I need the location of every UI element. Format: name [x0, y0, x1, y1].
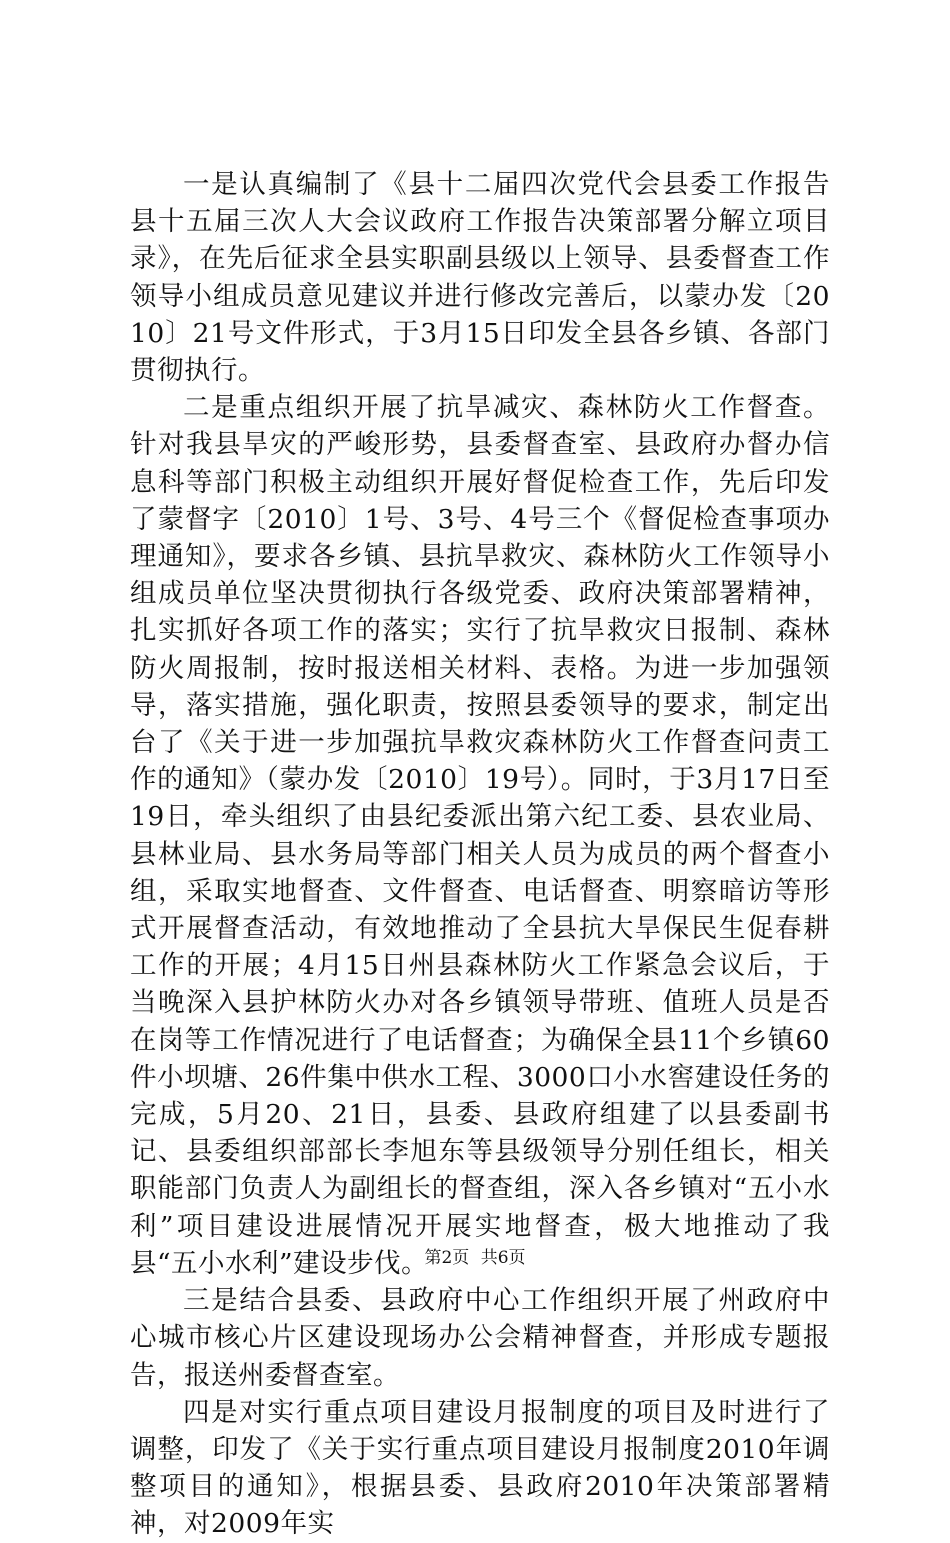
page-footer [0, 1248, 950, 1268]
paragraph-1: 一是认真编制了《县十二届四次党代会县委工作报告县十五届三次人大会议政府工作报告决策部署分解立项目录》，在先后征求全县实职副县级以上领导、县委督查工作领导小组成员意见建议并进行修改完善后，以蒙办发〔2010〕21号文件形式，于3月15日印发全县各乡镇、各部门贯彻执行。 [130, 169, 830, 387]
paragraph-4: 四是对实行重点项目建设月报制度的项目及时进行了调整，印发了《关于实行重点项目建设月报制度2010年调整项目的通知》，根据县委、县政府2010年决策部署精神，对2009年实 [130, 1396, 830, 1540]
page-total: 共6页 [480, 1248, 526, 1268]
page-number: 第2页 [424, 1248, 470, 1268]
paragraph-2: 二是重点组织开展了抗旱减灾、森林防火工作督查。针对我县旱灾的严峻形势，县委督查室、县政府办督办信息科等部门积极主动组织开展好督促检查工作，先后印发了蒙督字〔2010〕1号、3号、4号三个《督促检查事项办理通知》，要求各乡镇、县抗旱救灾、森林防火工作领导小组成员单位坚决贯彻执行各级党委、政府决策部署精神，扎实抓好各项工作的落实；实行了抗旱救灾日报制、森林防火周报制，按时报送相关材料、表格。为进一步加强领导，落实措施，强化职责，按照县委领导的要求，制定出台了《关于进一步加强抗旱救灾森林防火工作督查问责工作的通知》（蒙办发〔2010〕19号）。同时，于3月17日至19日，牵头组织了由县纪委派出第六纪工委、县农业局、县林业局、县水务局等部门相关人员为成员的两个督查小组，采取实地督查、文件督查、电话督查、明察暗访等形式开展督查活动，有效地推动了全县抗大旱保民生促春耕工作的开展；4月15日州县森林防火工作紧急会议后，于当晚深入县护林防火办对各乡镇领导带班、值班人员是否在岗等工作情况进行了电话督查；为确保全县11个乡镇60件小坝塘、26件集中供水工程、3000口小水窖建设任务的完成，5月20、21日，县委、县政府组建了以县委副书记、县委组织部部长李旭东等县级领导分别任组长，相关职能部门负责人为副组长的督查组，深入各乡镇对“五小水利”项目建设进展情况开展实地督查，极大地推动了我县“五小水利”建设步伐。 [130, 392, 830, 1279]
paragraph-3: 三是结合县委、县政府中心工作组织开展了州政府中心城市核心片区建设现场办公会精神督查，并形成专题报告，报送州委督查室。 [130, 1285, 830, 1391]
document-body [130, 166, 830, 1543]
